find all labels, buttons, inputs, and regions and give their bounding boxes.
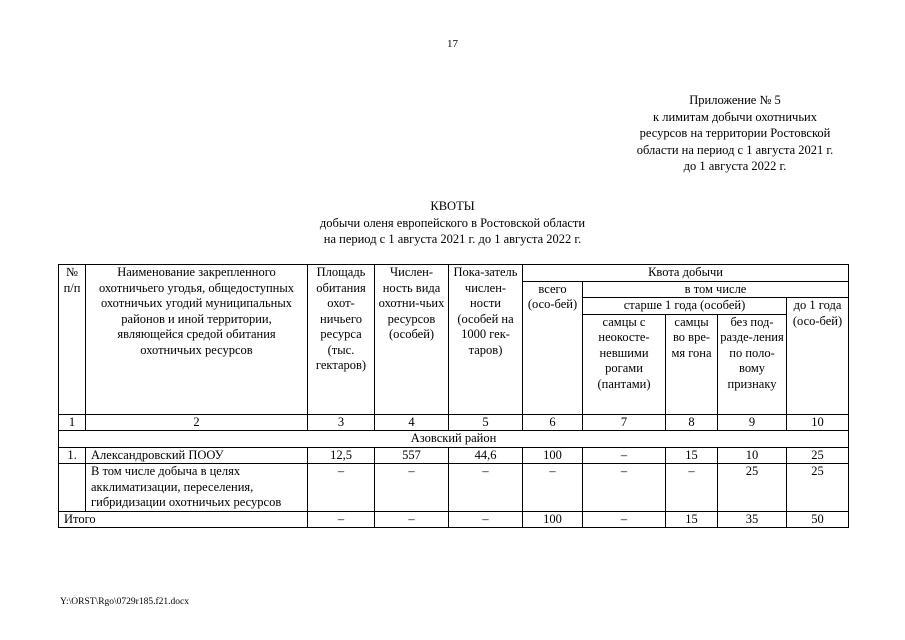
header-no-sex: без под-разде-ления по поло-вому признаку bbox=[718, 314, 787, 414]
total-label: Итого bbox=[59, 511, 308, 528]
total-males: – bbox=[583, 511, 666, 528]
cell-total: 100 bbox=[523, 447, 583, 464]
cell-area: – bbox=[308, 464, 375, 512]
column-number-row bbox=[59, 414, 849, 431]
column-number: 9 bbox=[718, 414, 787, 431]
appendix-note bbox=[590, 92, 880, 175]
appendix-line: Приложение № 5 bbox=[689, 93, 781, 107]
header-quota: Квота добычи bbox=[523, 265, 849, 282]
total-total: 100 bbox=[523, 511, 583, 528]
cell-population: 557 bbox=[375, 447, 449, 464]
header-row bbox=[59, 265, 849, 282]
header-rut: самцы во вре-мя гона bbox=[666, 314, 718, 414]
cell-total: – bbox=[523, 464, 583, 512]
column-number: 10 bbox=[787, 414, 849, 431]
header-area: Площадь обитания охот-ничьего ресурса (тыс. гектаров) bbox=[308, 265, 375, 415]
cell-no-sex: 10 bbox=[718, 447, 787, 464]
header-name: Наименование закрепленного охотничьего угодья, общедоступных охотничьих угодий муниципальных районов и иной территории, являющейся средой обитания охотничьих ресурсов bbox=[86, 265, 308, 415]
header-total: всего (осо-бей) bbox=[523, 281, 583, 414]
appendix-line: ресурсов на территории Ростовской bbox=[639, 126, 831, 140]
total-population: – bbox=[375, 511, 449, 528]
header-older: старше 1 года (особей) bbox=[583, 298, 787, 315]
cell-name: В том числе добыча в целях акклиматизации, переселения, гибридизации охотничьих ресурсов bbox=[86, 464, 308, 512]
column-number: 7 bbox=[583, 414, 666, 431]
header-num: № п/п bbox=[59, 265, 86, 415]
cell-males: – bbox=[583, 464, 666, 512]
cell-young: 25 bbox=[787, 464, 849, 512]
title-line: добычи оленя европейского в Ростовской области bbox=[319, 215, 586, 230]
cell-rut: – bbox=[666, 464, 718, 512]
cell-density: 44,6 bbox=[449, 447, 523, 464]
cell-population: – bbox=[375, 464, 449, 512]
column-number: 5 bbox=[449, 414, 523, 431]
column-number: 6 bbox=[523, 414, 583, 431]
header-young: до 1 года (осо-бей) bbox=[787, 298, 849, 415]
page-number: 17 bbox=[447, 38, 458, 50]
cell-rut: 15 bbox=[666, 447, 718, 464]
header-males: самцы с неокосте-невшими рогами (пантами) bbox=[583, 314, 666, 414]
title-heading: КВОТЫ bbox=[430, 199, 475, 213]
cell-young: 25 bbox=[787, 447, 849, 464]
column-number: 8 bbox=[666, 414, 718, 431]
header-including: в том числе bbox=[583, 281, 849, 298]
header-population: Числен-ность вида охотни-чьих ресурсов (особей) bbox=[375, 265, 449, 415]
cell-density: – bbox=[449, 464, 523, 512]
column-number: 1 bbox=[59, 414, 86, 431]
column-number: 2 bbox=[86, 414, 308, 431]
appendix-line: к лимитам добычи охотничьих bbox=[653, 109, 817, 124]
cell-area: 12,5 bbox=[308, 447, 375, 464]
cell-no-sex: 25 bbox=[718, 464, 787, 512]
cell-num bbox=[59, 464, 86, 512]
table-row bbox=[59, 447, 849, 464]
title-line: на период с 1 августа 2021 г. до 1 августа 2022 г. bbox=[323, 232, 582, 246]
file-path-footer: Y:\ORST\Rgo\0729r185.f21.docx bbox=[60, 597, 189, 607]
document-title bbox=[0, 198, 905, 248]
district-row bbox=[59, 431, 849, 448]
cell-num: 1. bbox=[59, 447, 86, 464]
total-young: 50 bbox=[787, 511, 849, 528]
total-row bbox=[59, 511, 849, 528]
total-rut: 15 bbox=[666, 511, 718, 528]
table-row bbox=[59, 464, 849, 512]
quota-table bbox=[58, 264, 849, 528]
cell-name: Александровский ПООУ bbox=[86, 447, 308, 464]
district-name: Азовский район bbox=[59, 431, 849, 448]
column-number: 3 bbox=[308, 414, 375, 431]
appendix-line: до 1 августа 2022 г. bbox=[683, 159, 787, 173]
cell-males: – bbox=[583, 447, 666, 464]
column-number: 4 bbox=[375, 414, 449, 431]
total-density: – bbox=[449, 511, 523, 528]
appendix-line: области на период с 1 августа 2021 г. bbox=[636, 142, 834, 157]
total-no-sex: 35 bbox=[718, 511, 787, 528]
header-density: Пока-затель числен-ности (особей на 1000 гек-таров) bbox=[449, 265, 523, 415]
total-area: – bbox=[308, 511, 375, 528]
